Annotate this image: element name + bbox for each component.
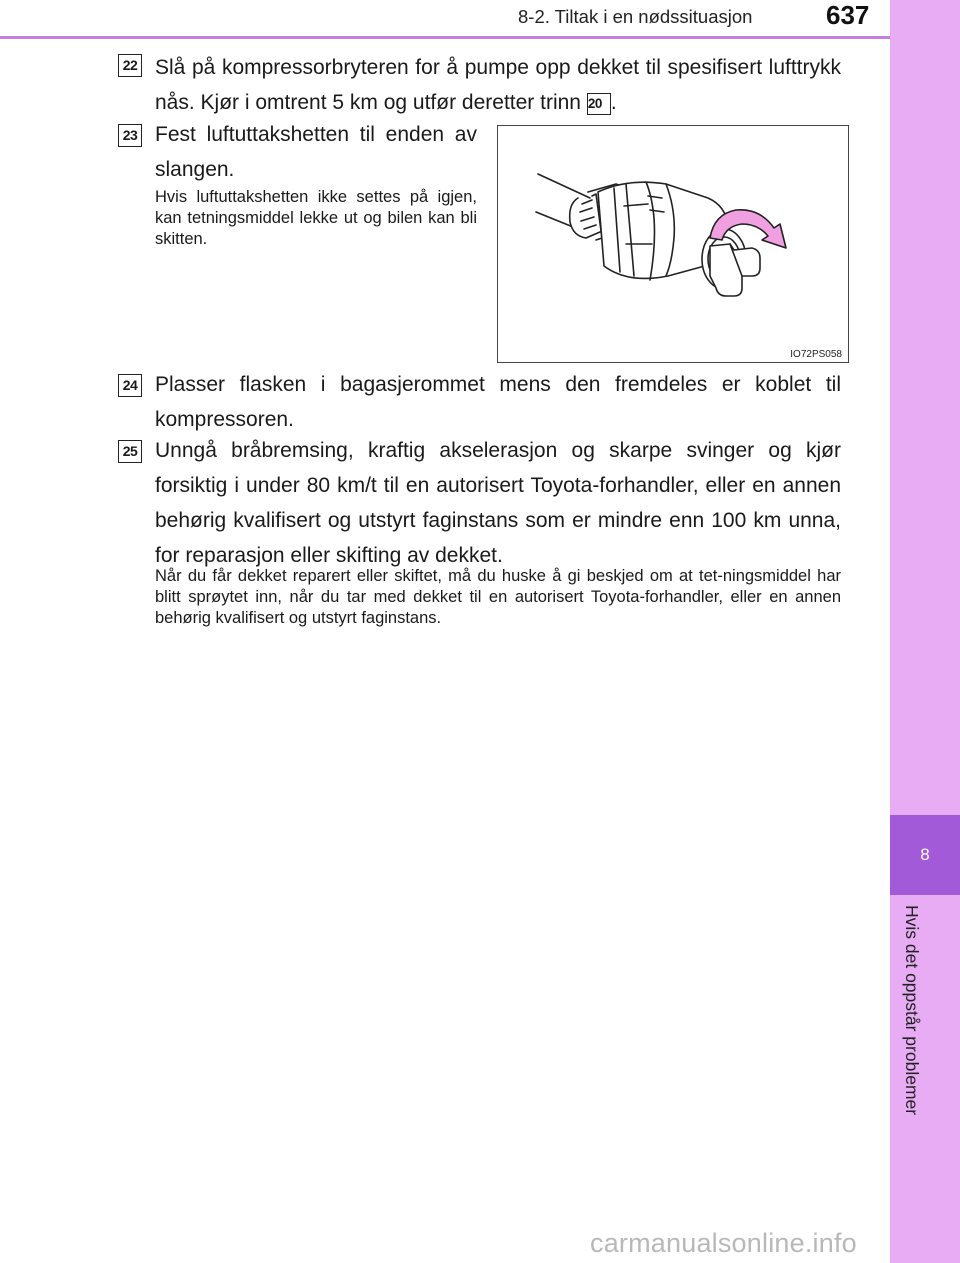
hose-cap-drawing [498,126,848,362]
step-25-note: Når du får dekket reparert eller skiftet, må du huske å gi beskjed om at tet-ningsmiddel har blitt sprøytet inn, når du tar med dekket til en autorisert Toyota-forhandler, eller en annen behørig kvalifisert og utstyrt faginstans. [155,567,841,627]
section-title: 8-2. Tiltak i en nødssituasjon [518,6,753,27]
step-23-note: Hvis luftuttakshetten ikke settes på igjen, kan tetningsmiddel lekke ut og bilen kan bli skitten. [155,188,477,248]
step-badge-23: 23 [118,124,142,147]
watermark: carmanualsonline.info [590,1228,857,1258]
step-22-text [155,50,841,120]
step-25-text: Unngå bråbremsing, kraftig akselerasjon og skarpe svinger og kjør forsiktig i under 80 km/t til en autorisert Toyota-forhandler, eller en annen behørig kvalifisert og utstyrt faginstans som er mindre enn 100 km unna, for reparasjon eller skifting av dekket. [155,439,841,567]
page-number: 637 [826,0,870,30]
step-22-end-punct: . [610,91,617,114]
step-badge-24: 24 [118,374,142,397]
header-rule [0,36,890,39]
step-badge-22: 22 [118,54,142,77]
step-23-text: Fest luftuttakshetten til enden av slangen. [155,123,477,181]
figure-code: IO72PS058 [790,349,842,360]
chapter-number: 8 [920,845,930,864]
step-24-text: Plasser flasken i bagasjerommet mens den fremdeles er koblet til kompressoren. [155,373,841,431]
chapter-title: Hvis det oppstår problemer [902,905,922,1116]
step-badge-25: 25 [118,440,142,463]
hose-cap-illustration [497,125,849,363]
step-ref-20[interactable]: 20 [587,93,611,115]
chapter-number-tab[interactable] [890,815,960,895]
step-22-main-text: Slå på kompressorbryteren for å pumpe opp dekket til spesifisert lufttrykk nås. Kjør i omtrent 5 km og utfør deretter trinn [155,56,841,114]
